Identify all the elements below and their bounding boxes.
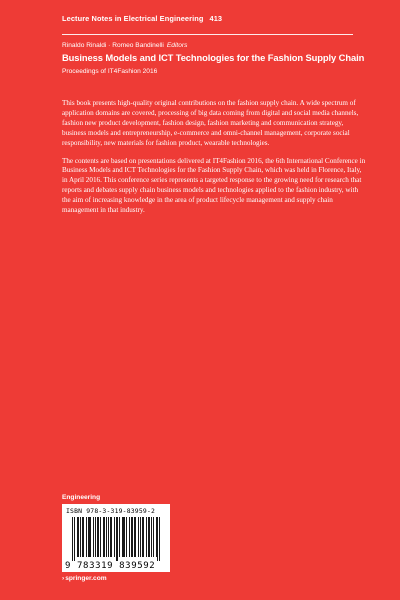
blurb-paragraph: The contents are based on presentations delivered at IT4Fashion 2016, the 6th International Conference in Business Models and ICT Technologies for the Fashion Supply Chain, which was held in Florence, Italy, in April 2016. This conference series represents a targeted response to the growing need for research that reports and debates supply chain business models and technologies applied to the fashion industry, with the aim of increasing knowledge in the area of product lifecycle management and supply chain management in that industry.	[62, 156, 366, 215]
category-label: Engineering	[62, 494, 101, 501]
blurb-paragraph: This book presents high-quality original contributions on the fashion supply chain. A wide spectrum of application domains are covered, processing of big data coming from digital and social media channels, fashion new product development, fashion design, fashion marketing and communication strategy, business models and entrepreneurship, e-commerce and omni-channel management, corporate social responsibility, new materials for fashion product, wearable technologies.	[62, 99, 359, 147]
editors-label: Editors	[166, 42, 188, 49]
blurb-text	[62, 99, 368, 224]
isbn-text: ISBN 978-3-319-83959-2	[66, 507, 156, 515]
book-subtitle: Proceedings of IT4Fashion 2016	[62, 68, 158, 75]
barcode-icon	[72, 517, 160, 561]
volume-number: 413	[209, 14, 223, 23]
editors-line	[62, 42, 187, 49]
editor-names: Rinaldo Rinaldi · Romeo Bandinelli	[62, 42, 164, 49]
website-link[interactable]	[62, 575, 107, 582]
header-rule	[62, 34, 353, 35]
arrow-icon: ›	[62, 575, 65, 582]
series-name: Lecture Notes in Electrical Engineering	[62, 14, 204, 23]
book-title: Business Models and ICT Technologies for the Fashion Supply Chain	[62, 52, 365, 63]
series-line	[62, 14, 222, 23]
barcode-panel	[62, 504, 170, 572]
barcode-number: 9 783319 839592	[65, 561, 156, 571]
website-text: springer.com	[65, 575, 107, 582]
